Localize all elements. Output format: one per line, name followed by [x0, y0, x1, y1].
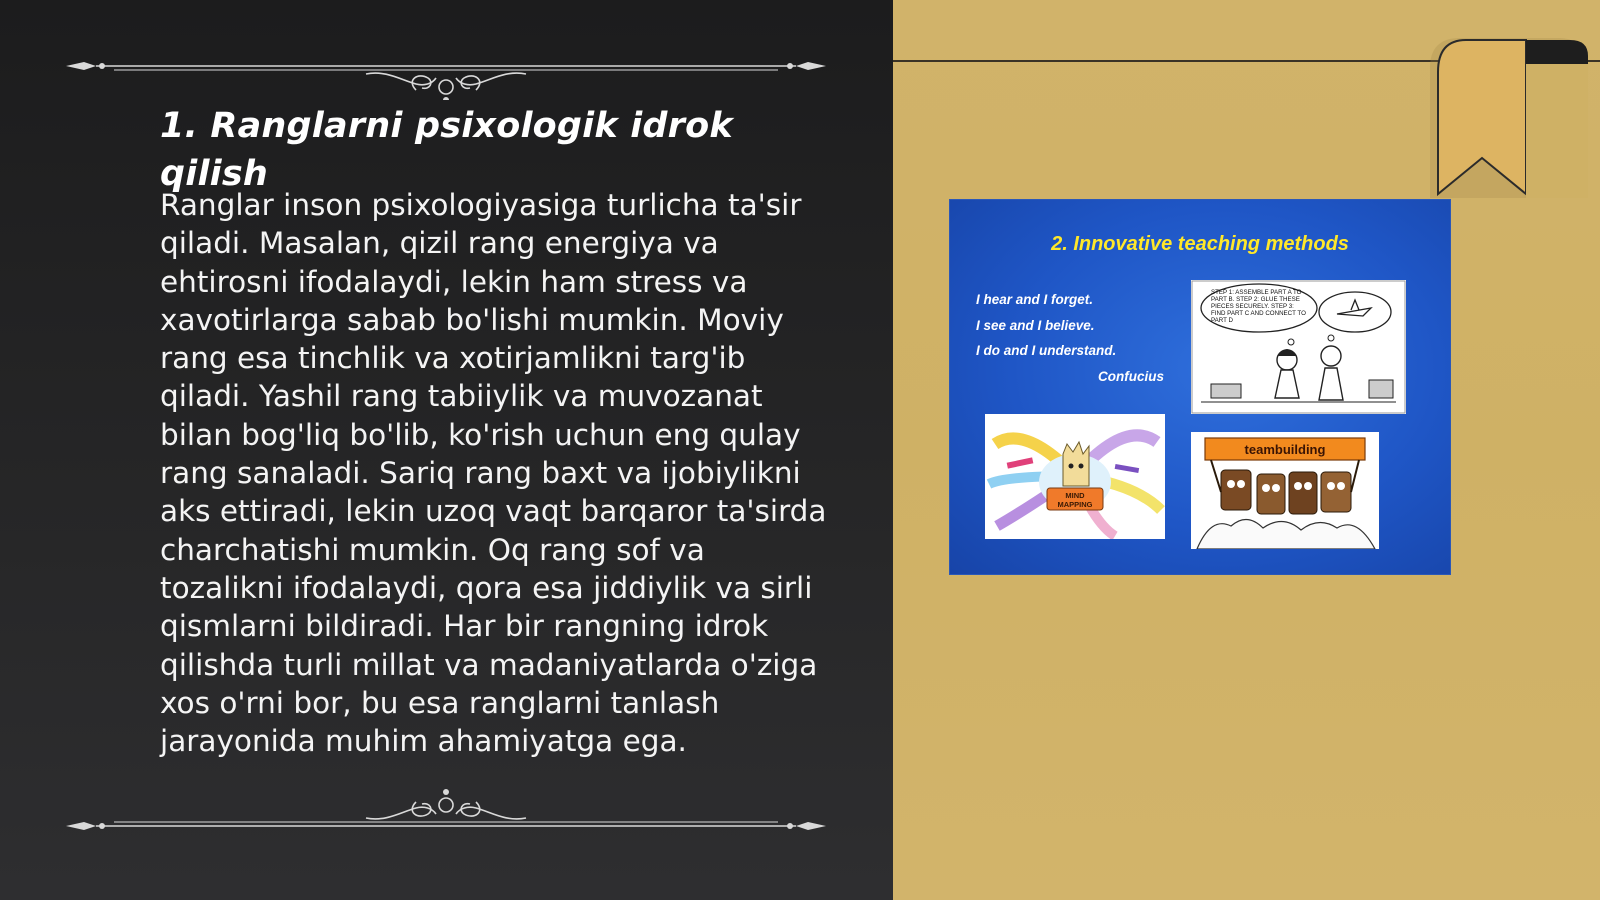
- bottom-scroll-divider-icon: [66, 770, 826, 830]
- svg-text:MAPPING: MAPPING: [1057, 500, 1093, 509]
- quote-line: I see and I believe.: [976, 317, 1095, 333]
- teambuilding-banner-text: teambuilding: [1244, 442, 1326, 457]
- slide-title: 1. Ranglarni psixologik idrok qilish: [160, 106, 733, 194]
- quote-line: I hear and I forget.: [976, 292, 1094, 307]
- teambuilding-illustration: [1191, 432, 1379, 549]
- quote-author: Confucius: [1098, 368, 1164, 384]
- quote-line: I do and I understand.: [976, 343, 1117, 358]
- comic-illustration: [1191, 280, 1406, 414]
- mind-mapping-illustration: [985, 414, 1165, 539]
- confucius-quote: [976, 287, 1176, 390]
- top-scroll-divider-icon: [66, 40, 826, 100]
- embedded-slide-image: [950, 200, 1450, 574]
- bookmark-ribbon-icon: [1430, 28, 1600, 198]
- svg-text:MIND: MIND: [1065, 491, 1085, 500]
- embedded-slide-title: 2. Innovative teaching methods: [1051, 233, 1349, 255]
- comic-caption: STEP 1: ASSEMBLE PART A TO PART B. STEP 2: GLUE THESE PIECES SECURELY. STEP 3: FIND PART C AND CONNECT TO PART D: [1211, 289, 1306, 324]
- slide-body-text: Ranglar inson psixologiyasiga turlicha ta'sir qiladi. Masalan, qizil rang energiya va ehtirosni ifodalaydi, lekin ham stress va xavotirlarga sabab bo'lishi mumkin. Moviy rang esa tinchlik va xotirjamlikni targ'ib qiladi. Yashil rang tabiiylik va muvozanat bilan bog'liq bo'lib, ko'rish uchun eng qulay rang sanaladi. Sariq rang baxt va ijobiylikni aks ettiradi, lekin uzoq vaqt barqaror ta'sirda charchatishi mumkin. Oq rang sof va tozalikni ifodalaydi, qora esa jiddiylik va sirli qismlarni bildiradi. Har bir rangning idrok qilishda turli millat va madaniyatlarda o'ziga xos o'rni bor, bu esa ranglarni tanlash jarayonida muhim ahamiyatga ega.: [160, 188, 827, 759]
